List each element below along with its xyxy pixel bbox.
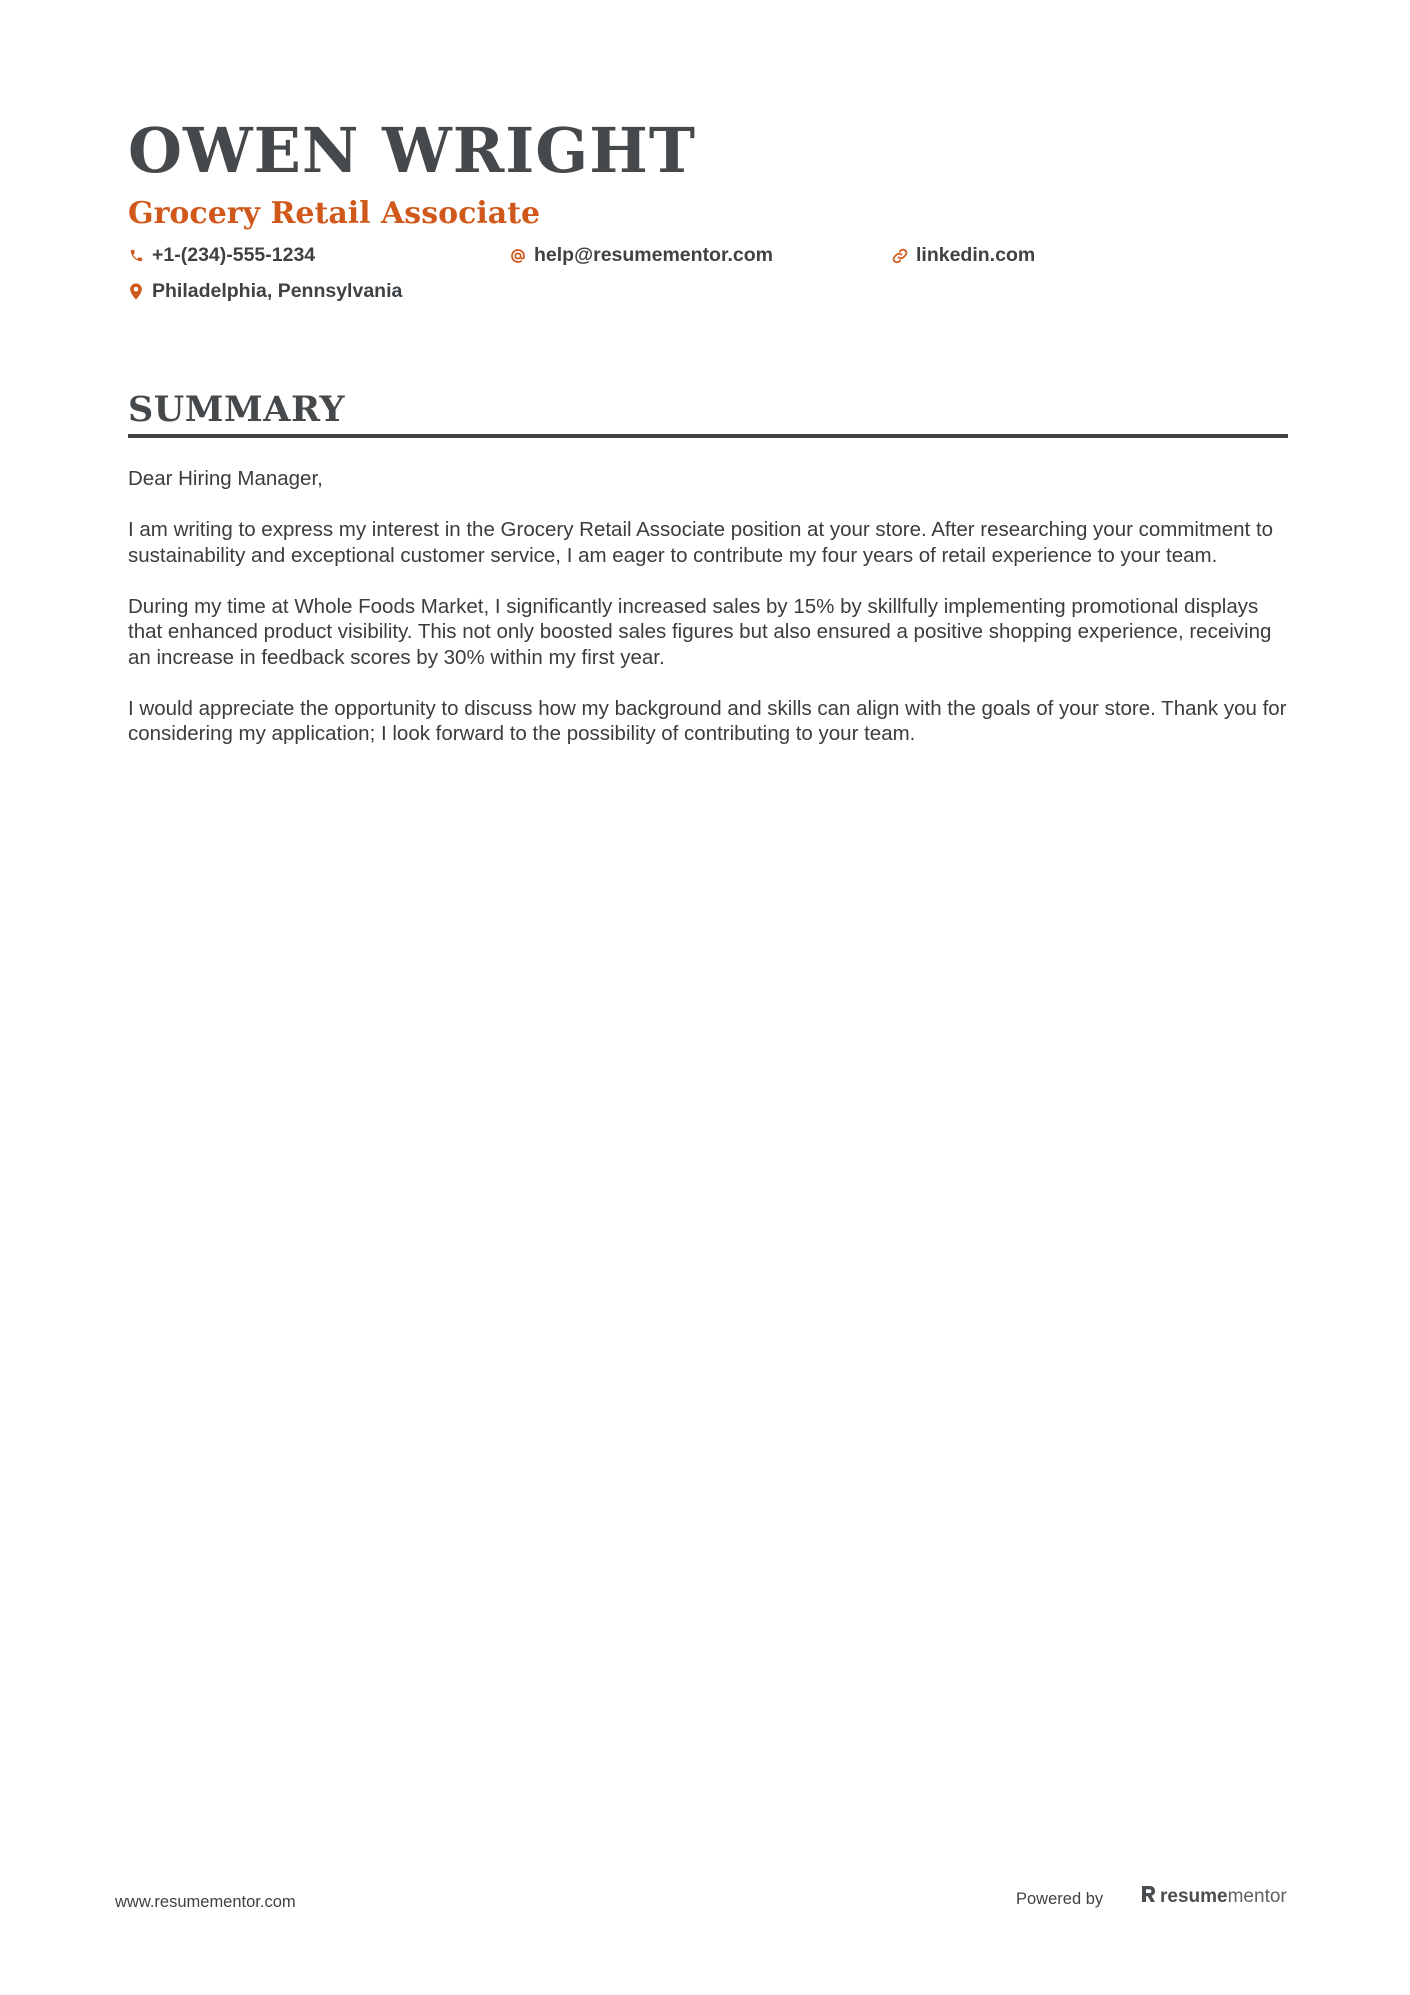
letter-salutation: Dear Hiring Manager, [128,467,323,490]
powered-by-label: Powered by [1016,1890,1104,1908]
contact-website[interactable] [892,244,1035,267]
resume-header [128,112,1288,318]
location-text: Philadelphia, Pennsylvania [152,280,403,302]
letter-paragraph: During my time at Whole Foods Market, I significantly increased sales by 15% by skillfully implementing promotional displays that enhanced product visibility. This not only boosted sales figures but also ensured a positive shopping experience, receiving an increase in feedback scores by 30% within my first year. [128,594,1272,669]
letter-paragraph: I am writing to express my interest in the Grocery Retail Associate position at your store. After researching your commitment to sustainability and exceptional customer service, I am eager to contribute my four years of retail experience to your team. [128,518,1274,567]
brand-name-light: mentor [1227,1885,1287,1907]
contact-info [128,244,1288,318]
at-icon [510,247,526,265]
email-text[interactable]: help@resumementor.com [534,244,773,266]
contact-location [128,280,402,303]
brand-name-bold: resume [1160,1885,1228,1907]
brand-logo[interactable] [1140,1884,1287,1909]
phone-text: +1-(234)-555-1234 [152,244,316,266]
contact-phone [128,244,315,267]
contact-email[interactable] [510,244,773,267]
section-divider [128,434,1288,438]
footer-website[interactable]: www.resumementor.com [115,1893,296,1911]
summary-heading: SUMMARY [128,389,345,430]
summary-section [128,388,1288,772]
cover-letter-body [128,466,1288,747]
location-pin-icon [128,283,144,301]
job-title: Grocery Retail Associate [128,196,541,231]
link-icon [892,247,908,265]
candidate-name: OWEN WRIGHT [128,114,696,187]
website-text[interactable]: linkedin.com [916,244,1036,266]
letter-paragraph: I would appreciate the opportunity to discuss how my background and skills can align with the goals of your store. Thank you for considering my application; I look forward to the possibility of contributing to your team. [128,696,1287,745]
brand-name [1160,1886,1287,1908]
phone-icon [128,247,144,265]
resumementor-logo-icon [1140,1884,1156,1909]
